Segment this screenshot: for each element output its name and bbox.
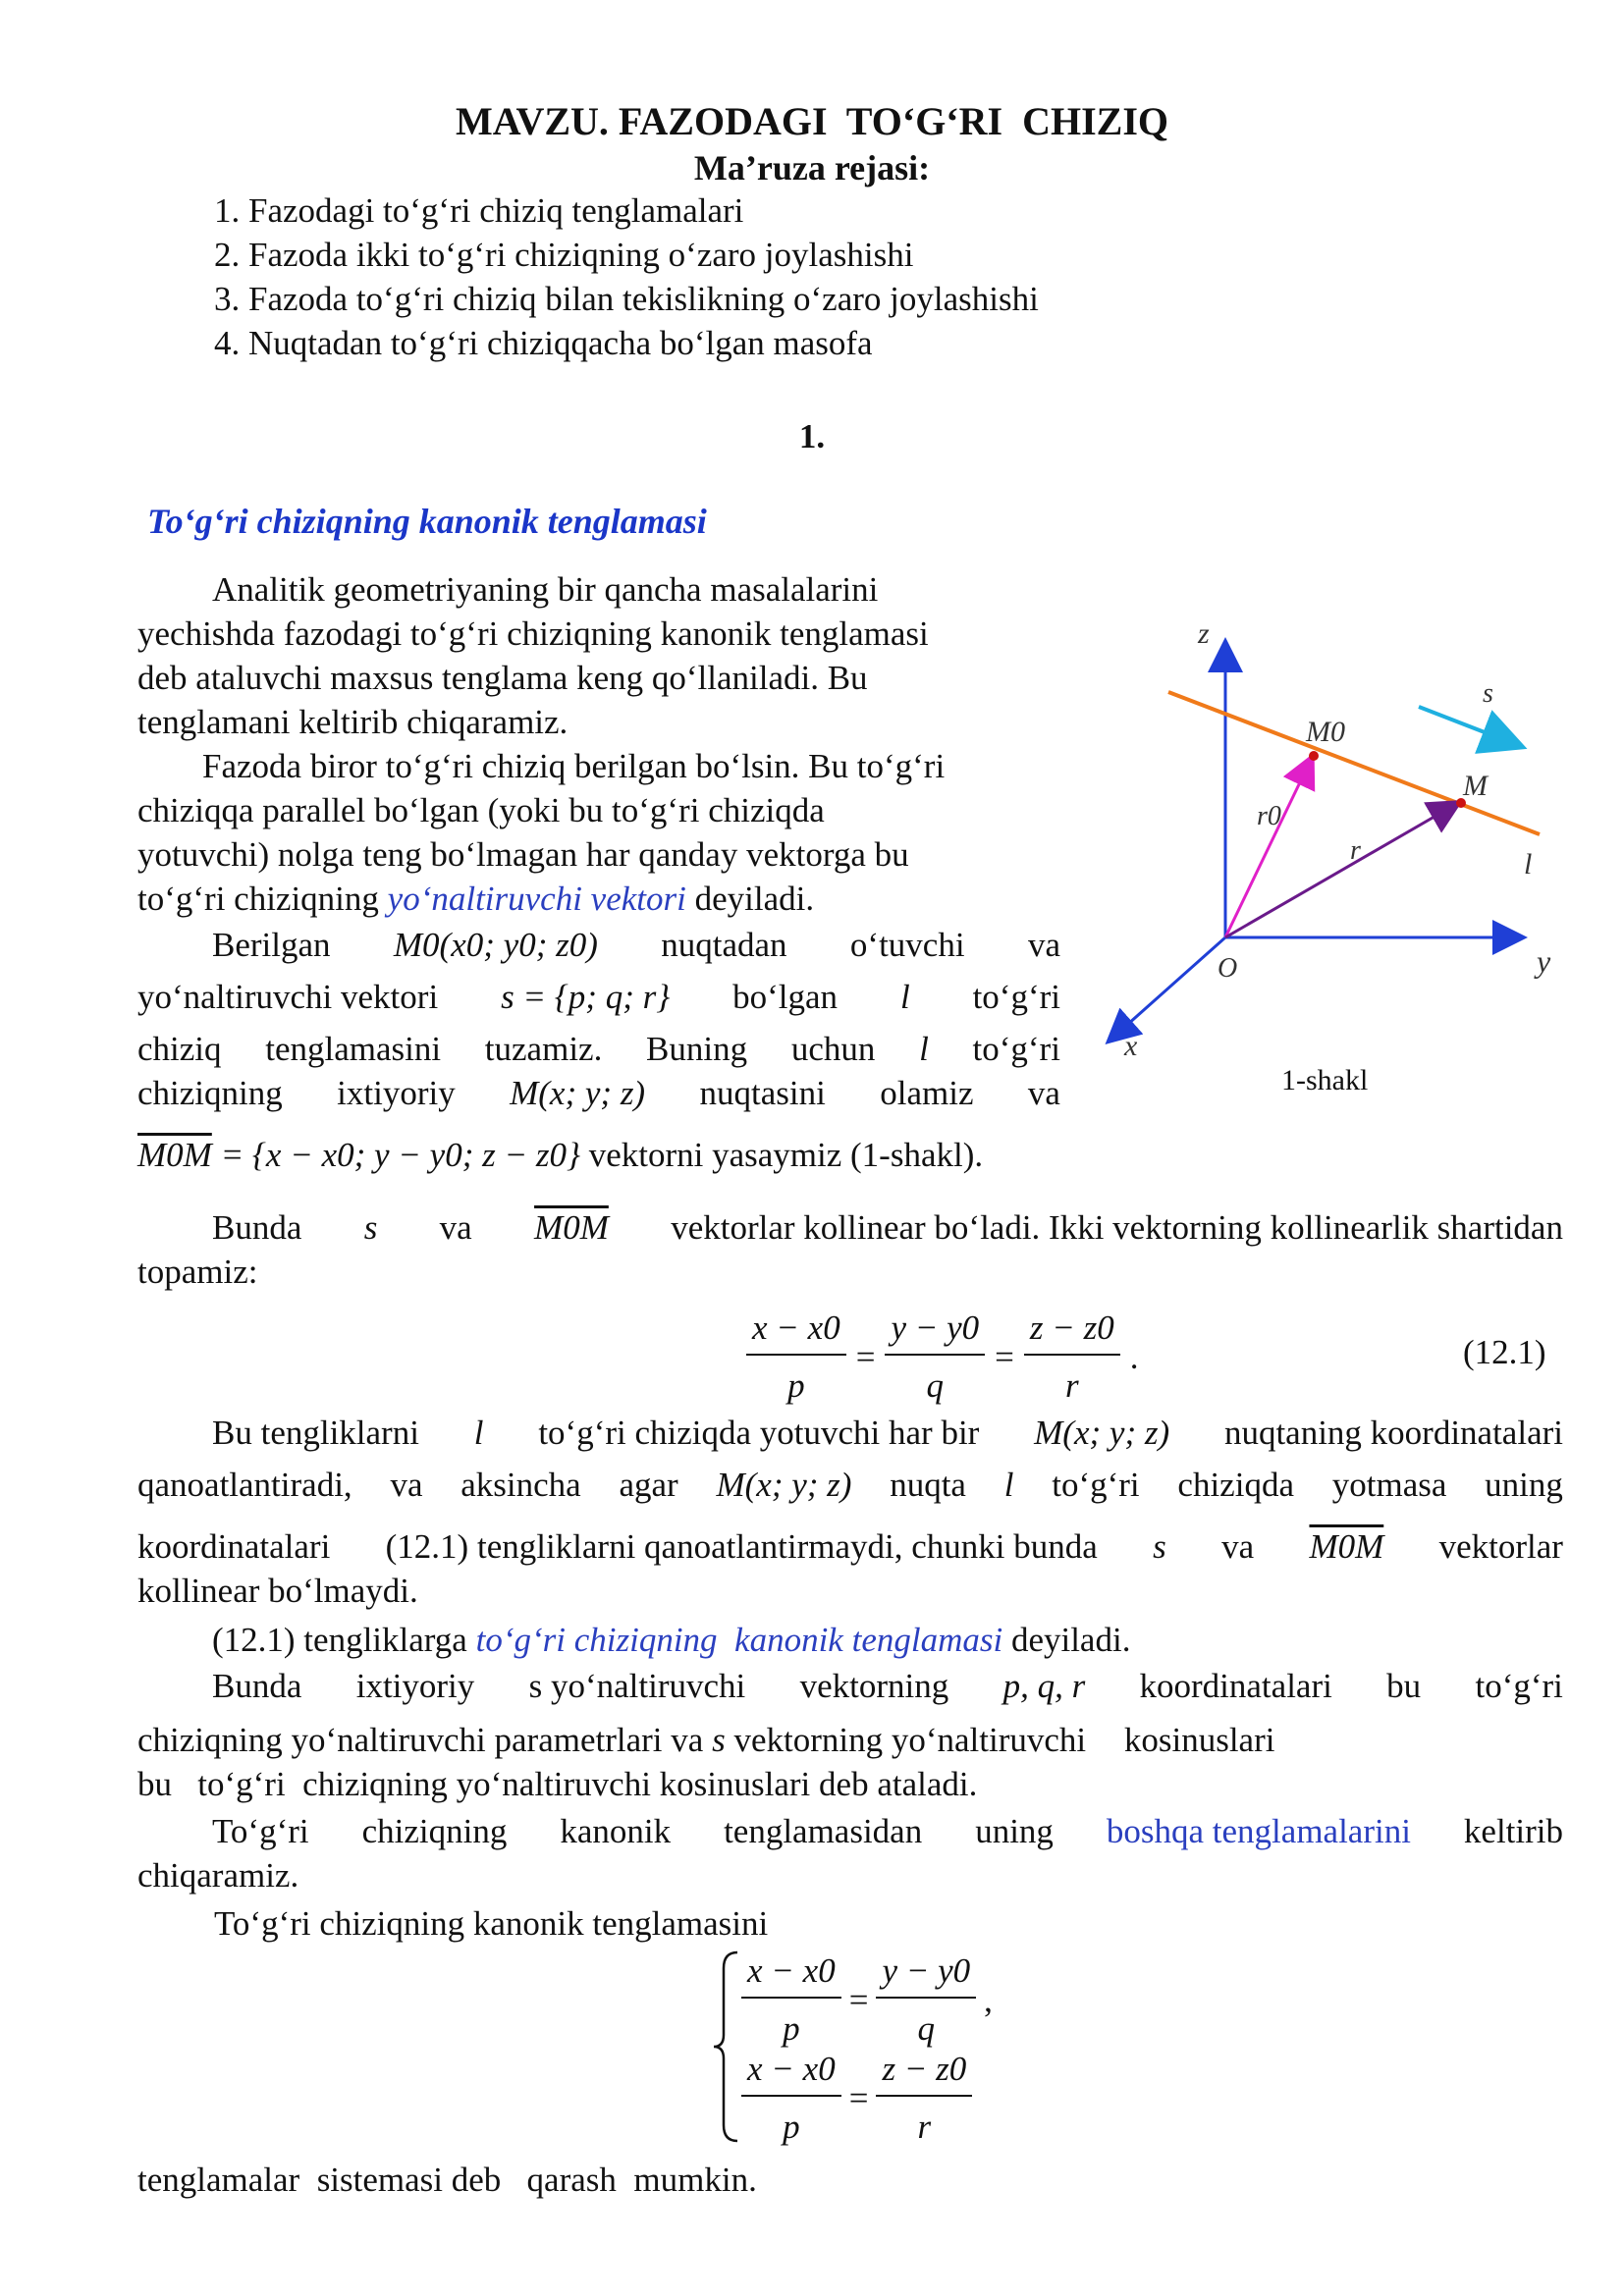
term-canonical-equation: to‘g‘ri chiziqning kanonik tenglamasi [475,1621,1003,1659]
text-line: nuqtaning koordinatalari [1223,1414,1563,1452]
fraction [746,1306,846,1408]
text-word: olamiz [880,1074,974,1112]
r-label: r [1350,835,1361,866]
plan-title: Ma’ruza rejasi: [693,148,931,187]
equation-system [712,1949,1006,2145]
origin-label: O [1218,953,1238,984]
m-label: M [1463,770,1488,802]
equals-sign: = [848,2078,869,2117]
text-word: ixtiyoriy [337,1074,456,1112]
text-word: To‘g‘ri [212,1812,309,1850]
line-symbol: l [473,1414,484,1452]
text-line: bu to‘g‘ri chiziqning yo‘naltiruvchi kosinuslari deb ataladi. [137,1765,978,1803]
period: . [1129,1337,1139,1376]
text-line: Analitik geometriyaning bir qancha masalalarini [212,570,879,609]
line-symbol: l [919,1030,929,1068]
text-line: (12.1) tengliklarni qanoatlantirmaydi, chunki bunda [385,1527,1098,1566]
text-word: yotmasa [1331,1466,1447,1504]
z-label: z [1198,617,1210,650]
text-line: chiziqqa parallel bo‘lgan (yoki bu to‘g‘ri chiziqda [137,791,825,829]
denominator: r [917,2108,932,2146]
point-m0-dot [1309,751,1319,761]
text-word: qanoatlantiradi, [137,1466,352,1504]
denominator: r [1064,1366,1079,1405]
text-word: tenglamasidan [724,1812,923,1850]
system-row-1 [741,1949,993,2051]
text-word: koordinatalari [137,1527,331,1566]
text-word: yo‘naltiruvchi vektori [137,978,439,1016]
x-label: x [1124,1030,1138,1062]
text-word: s yo‘naltiruvchi [528,1667,746,1705]
paragraph-6 [212,1618,1130,1662]
r0-label: r0 [1257,801,1281,831]
line-symbol: l [1003,1466,1014,1504]
text-word: va [1027,926,1060,964]
s-label: s [1483,678,1493,709]
text-line: deyiladi. [694,880,815,918]
denominator: q [917,2009,936,2048]
vector-s-definition: s = {p; q; r} [501,978,671,1016]
plan-item: 3. Fazoda to‘g‘ri chiziq bilan tekislikning o‘zaro joylashishi [214,280,1039,318]
vector-m0m-coords: = {x − x0; y − y0; z − z0} [220,1136,580,1174]
term-directing-vector: yo‘naltiruvchi vektori [387,880,686,918]
text-word: to‘g‘ri [972,978,1060,1016]
text-word: nuqtadan [661,926,787,964]
paragraph-5 [137,1411,1563,1613]
plan-item: 2. Fazoda ikki to‘g‘ri chiziqning o‘zaro joylashishi [214,236,914,274]
text-word: uning [975,1812,1054,1850]
coords-pqr: p, q, r [1002,1667,1086,1705]
text-word: kanonik [560,1812,672,1850]
equation-label: (12.1) [1463,1333,1546,1371]
text-word: uning [1485,1466,1563,1504]
numerator: y − y0 [885,1306,985,1356]
text-line: yechishda fazodagi to‘g‘ri chiziqning kanonik tenglamasi [137,614,929,653]
fraction [1024,1306,1120,1408]
comma: , [984,1980,993,2019]
vector-m0m: M0M [137,1136,212,1174]
text-line: vektorning yo‘naltiruvchi [733,1721,1087,1759]
text-word: chiziqda [1177,1466,1294,1504]
text-word: Berilgan [212,926,331,964]
text-word: to‘g‘ri [1052,1466,1140,1504]
numerator: x − x0 [746,1306,846,1356]
fraction [741,1949,841,2051]
text-line: tenglamani keltirib chiqaramiz. [137,703,568,741]
section-number: 1. [798,417,826,455]
text-word: ixtiyoriy [355,1667,475,1705]
text-word: koordinatalari [1139,1667,1332,1705]
text-word: tuzamiz. [484,1030,603,1068]
system-row-2 [741,2047,972,2149]
point-m: M(x; y; z) [1034,1414,1170,1452]
text-line: topamiz: [137,1253,258,1291]
figure-caption: 1-shakl [1281,1064,1369,1096]
text-word: chiziqning [137,1074,283,1112]
text-word: Bunda [212,1208,302,1247]
text-word: uchun [790,1030,876,1068]
page-title: MAVZU. FAZODAGI TO‘G‘RI CHIZIQ [455,99,1168,143]
figure-1-line-diagram [1070,599,1591,1109]
denominator: p [787,1366,805,1405]
numerator: x − x0 [741,2047,841,2097]
fraction [741,2047,841,2149]
text-word: chiziq [137,1030,222,1068]
text-word: Buning [646,1030,748,1068]
text-word: chiziqning [361,1812,508,1850]
text-word: deyiladi. [1010,1621,1131,1659]
paragraph-7 [137,1664,1563,1806]
vector-s-symbol: s [712,1721,726,1759]
vector-r0-arrow [1225,758,1312,937]
vector-s-symbol: s [1153,1527,1166,1566]
text-line: chiqaramiz. [137,1856,299,1895]
line-symbol: l [899,978,910,1016]
equals-sign: = [995,1337,1014,1376]
paragraph-8 [137,1809,1563,1897]
plan-item: 4. Nuqtadan to‘g‘ri chiziqqacha bo‘lgan masofa [214,324,873,362]
text-word: va [1221,1527,1255,1566]
text-word: to‘g‘ri [1475,1667,1563,1705]
paragraph-2 [137,744,1060,921]
text-line: to‘g‘ri chiziqda yotuvchi har bir [538,1414,980,1452]
fraction [876,1949,976,2051]
vector-s-arrow [1419,707,1520,746]
denominator: p [783,2108,800,2146]
paragraph-10: tenglamalar sistemasi deb qarash mumkin. [137,2161,757,2199]
text-word: va [390,1466,423,1504]
text-word: bu [1386,1667,1422,1705]
text-line: (12.1) tengliklarga [212,1621,467,1659]
fraction [885,1306,985,1408]
vector-s-symbol: s [363,1208,378,1247]
text-line: vektorni yasaymiz (1-shakl). [588,1136,984,1174]
denominator: p [783,2009,800,2048]
text-word: agar [619,1466,678,1504]
text-line: kollinear bo‘lmaydi. [137,1572,418,1610]
plan-item: 1. Fazodagi to‘g‘ri chiziq tenglamalari [214,191,744,230]
text-word: kosinuslari [1123,1721,1275,1759]
numerator: z − z0 [876,2047,972,2097]
numerator: y − y0 [876,1949,976,1999]
y-label: y [1537,943,1551,979]
point-m: M(x; y; z) [716,1466,852,1504]
fraction [876,2047,972,2149]
paragraph-3 [137,923,1060,1177]
text-word: va [1027,1074,1060,1112]
text-line: yotuvchi) nolga teng bo‘lmagan har qanday vektorga bu [137,835,909,874]
text-word: tenglamasini [265,1030,442,1068]
equals-sign: = [848,1980,869,2019]
numerator: z − z0 [1024,1306,1120,1356]
text-line: to‘g‘ri chiziqning [137,880,379,918]
vector-m0m: M0M [534,1208,609,1247]
text-word: Bunda [212,1667,302,1705]
equals-sign: = [855,1337,876,1376]
text-line: Fazoda biror to‘g‘ri chiziq berilgan bo‘lsin. Bu to‘g‘ri [202,747,946,785]
m0-label: M0 [1306,716,1345,748]
text-word: bo‘lgan [732,978,839,1016]
text-line: deb ataluvchi maxsus tenglama keng qo‘llaniladi. Bu [137,659,868,697]
text-word: vektorning [799,1667,949,1705]
l-label: l [1524,848,1533,881]
paragraph-4 [137,1205,1563,1294]
text-word: aksincha [460,1466,581,1504]
text-word: nuqtasini [699,1074,826,1112]
equation-12-1 [746,1306,1138,1408]
text-line: chiziqning yo‘naltiruvchi parametrlari va [137,1721,704,1759]
text-word: to‘g‘ri [972,1030,1060,1068]
text-word: keltirib [1463,1812,1563,1850]
paragraph-9: To‘g‘ri chiziqning kanonik tenglamasini [214,1904,769,1943]
denominator: q [926,1366,945,1405]
text-word: vektorlar [1438,1527,1563,1566]
system-brace [712,1949,741,2145]
link-other-equations[interactable]: boshqa tenglamalarini [1106,1812,1411,1850]
section-heading: To‘g‘ri chiziqning kanonik tenglamasi [147,502,707,541]
point-m: M(x; y; z) [510,1074,646,1112]
text-line: vektorlar kollinear bo‘ladi. Ikki vektorning kollinearlik shartidan [671,1208,1563,1247]
text-word: o‘tuvchi [849,926,965,964]
text-word: nuqta [890,1466,966,1504]
text-word: va [439,1208,472,1247]
numerator: x − x0 [741,1949,841,1999]
point-m0: M0(x0; y0; z0) [393,926,598,964]
x-axis [1110,937,1225,1041]
vector-m0m: M0M [1309,1527,1384,1566]
text-word: Bu tengliklarni [212,1414,419,1452]
paragraph-1 [137,567,1060,744]
